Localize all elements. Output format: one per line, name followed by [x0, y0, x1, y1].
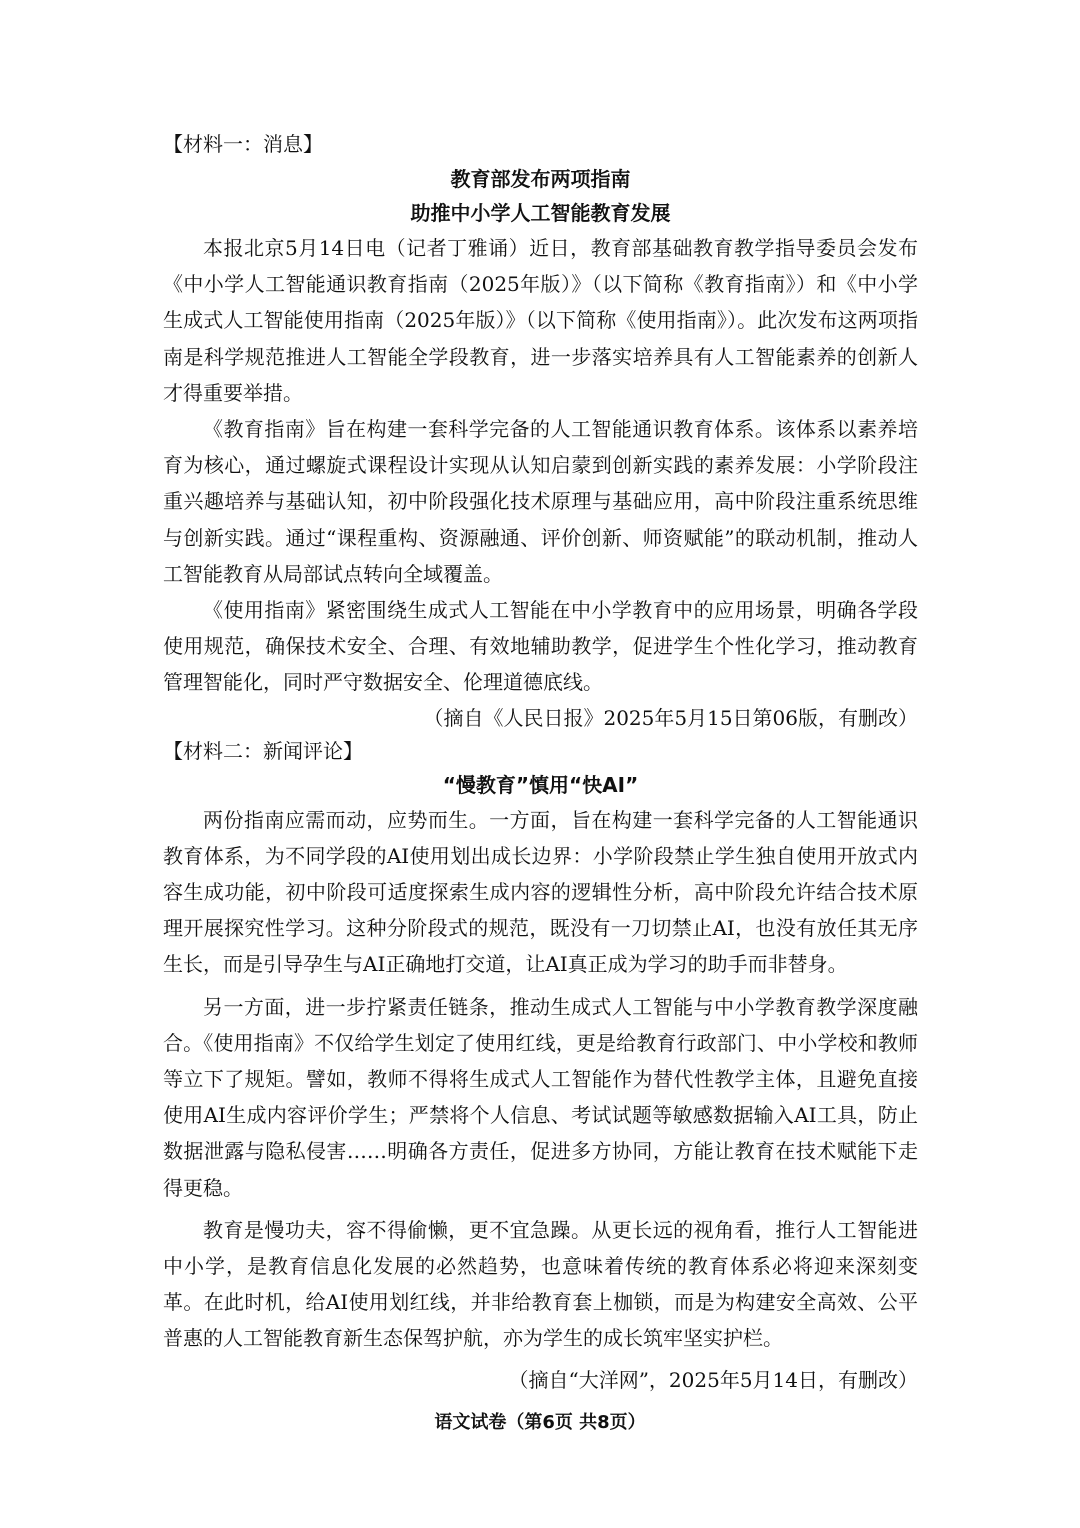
material-two-source: （摘自“大洋网”，2025年5月14日，有删改） — [508, 1367, 918, 1392]
material-one-paragraph: 《教育指南》旨在构建一套科学完备的人工智能通识教育体系。该体系以素养培育为核心，通过螺旋式课程设计实现从认知启蒙到创新实践的素养发展：小学阶段注重兴趣培养与基础认知，初中阶段强化技术原理与基础应用，高中阶段注重系统思维与创新实践。通过“课程重构、资源融通、评价创新、师资赋能”的联动机制，推动人工智能教育从局部试点转向全域覆盖。 — [163, 417, 918, 586]
material-two-label: 【材料二：新闻评论】 — [163, 738, 363, 763]
material-two-paragraph: 两份指南应需而动，应势而生。一方面，旨在构建一套科学完备的人工智能通识教育体系，为不同学段的AI使用划出成长边界：小学阶段禁止学生独自使用开放式内容生成功能，初中阶段可适度探索生成内容的逻辑性分析，高中阶段允许结合技术原理开展探究性学习。这种分阶段式的规范，既没有一刀切禁止AI，也没有放任其无序生长，而是引导孕生与AI正确地打交道，让AI真正成为学习的助手而非替身。 — [163, 807, 918, 977]
material-two-paragraph: 另一方面，进一步拧紧责任链条，推动生成式人工智能与中小学教育教学深度融合。《使用指南》不仅给学生划定了使用红线，更是给教育行政部门、中小学校和教师等立下了规矩。譬如，教师不得将生成式人工智能作为替代性教学主体，且避免直接使用AI生成内容评价学生；严禁将个人信息、考试试题等敏感数据输入AI工具，防止数据泄露与隐私侵害……明确各方责任，促进多方协同，方能让教育在技术赋能下走得更稳。 — [163, 994, 918, 1200]
material-one-paragraph: 本报北京5月14日电（记者丁雅诵）近日，教育部基础教育教学指导委员会发布《中小学人工智能通识教育指南（2025年版）》（以下简称《教育指南》）和《中小学生成式人工智能使用指南（2025年版）》（以下简称《使用指南》）。此次发布这两项指南是科学规范推进人工智能全学段教育，进一步落实培养具有人工智能素养的创新人才得重要举措。 — [163, 236, 918, 405]
material-two-paragraph: 教育是慢功夫，容不得偷懒，更不宜急躁。从更长远的视角看，推行人工智能进中小学，是教育信息化发展的必然趋势，也意味着传统的教育体系必将迎来深刻变革。在此时机，给AI使用划红线，并非给教育套上枷锁，而是为构建安全高效、公平普惠的人工智能教育新生态保驾护航，亦为学生的成长筑牢坚实护栏。 — [163, 1217, 918, 1351]
exam-page — [163, 128, 918, 1397]
material-one-title-line-1: 教育部发布两项指南 — [450, 167, 631, 191]
material-one-source: （摘自《人民日报》2025年5月15日第06版，有删改） — [423, 705, 918, 730]
material-one-title-line-2: 助推中小学人工智能教育发展 — [410, 201, 671, 225]
material-one-paragraph: 《使用指南》紧密围绕生成式人工智能在中小学教育中的应用场景，明确各学段使用规范，确保技术安全、合理、有效地辅助教学，促进学生个性化学习，推动教育管理智能化，同时严守数据安全、伦理道德底线。 — [163, 598, 918, 695]
material-one-label: 【材料一：消息】 — [163, 132, 323, 156]
page-footer: 语文试卷（第6页 共8页） — [434, 1412, 646, 1433]
material-two-title: “慢教育”慎用“快AI” — [442, 772, 639, 797]
